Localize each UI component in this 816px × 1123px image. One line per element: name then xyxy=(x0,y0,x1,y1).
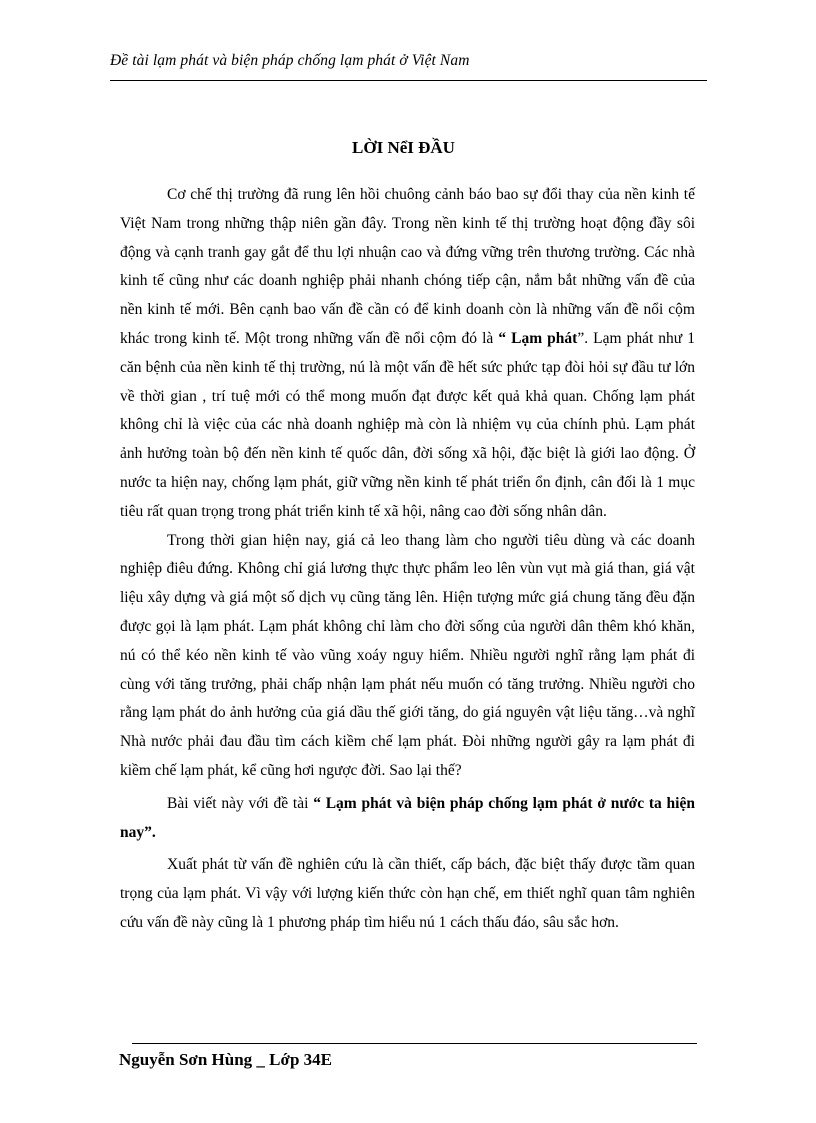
paragraph-3 xyxy=(120,790,695,848)
paragraph-1-text-a: Cơ chế thị trường đã rung lên hồi chuông cảnh báo bao sự đổi thay của nền kinh tế Việt Nam trong những thập niên gần đây. Trong nền kinh tế thị trường hoạt động đầy sôi động và cạnh tranh gay gắt để thu lợi nhuận cao và đứng vững trên thương trường. Các nhà kinh tế cũng như các doanh nghiệp phải nhanh chóng tiếp cận, nắm bắt những vấn đề của nền kinh tế mới. Bên cạnh bao vấn đề cần có để kinh doanh còn là những vấn đề nổi cộm khác trong kinh tế. Một trong những vấn đề nổi cộm đó là xyxy=(120,186,695,347)
footer-divider xyxy=(132,1043,697,1044)
paragraph-1-bold: “ Lạm phát xyxy=(498,329,578,347)
body-text xyxy=(120,181,695,938)
page-title: LỜI NểI ĐẦU xyxy=(352,138,455,157)
header-divider xyxy=(110,80,707,81)
paragraph-1 xyxy=(120,181,695,527)
running-footer: Nguyễn Sơn Hùng _ Lớp 34E xyxy=(119,1050,332,1069)
paragraph-1-text-b: ”. Lạm phát như 1 căn bệnh của nền kinh tế thị trường, nú là một vấn đề hết sức phức tạp đòi hỏi sự đầu tư lớn về thời gian , trí tuệ mới có thể mong muốn đạt được kết quả khả quan. Chống lạm phát không chỉ là việc của các nhà doanh nghiệp mà còn là nhiệm vụ của chính phủ. Lạm phát ảnh hưởng toàn bộ đến nền kinh tế quốc dân, đời sống xã hội, đặc biệt là giới lao động. Ở nước ta hiện nay, chống lạm phát, giữ vững nền kinh tế phát triển ổn định, cân đối là 1 mục tiêu rất quan trọng trong phát triển kinh tế xã hội, nâng cao đời sống nhân dân. xyxy=(120,329,696,520)
running-header: Đề tài lạm phát và biện pháp chống lạm phát ở Việt Nam xyxy=(110,52,470,69)
paragraph-2: Trong thời gian hiện nay, giá cả leo thang làm cho người tiêu dùng và các doanh nghiệp điêu đứng. Không chỉ giá lương thực thực phẩm leo lên vùn vụt mà giá than, giá vật liệu xây dựng và giá một số dịch vụ cũng tăng lên. Hiện tượng mức giá chung tăng đều đặn được gọi là lạm phát. Lạm phát không chỉ làm cho đời sống của người dân thêm khó khăn, nú có thể kéo nền kinh tế vào vũng xoáy nguy hiểm. Nhiều người nghĩ rằng lạm phát đi cùng với tăng trưởng, phải chấp nhận lạm phát nếu muốn có tăng trưởng. Nhiều người cho rằng lạm phát do ảnh hưởng của giá dầu thế giới tăng, do giá nguyên vật liệu tăng…và nghĩ Nhà nước phải đau đầu tìm cách kiềm chế lạm phát. Đòi những người gây ra lạm phát đi kiềm chế lạm phát, kể cũng hơi ngược đời. Sao lại thế? xyxy=(120,531,695,779)
paragraph-4: Xuất phát từ vấn đề nghiên cứu là cần thiết, cấp bách, đặc biệt thấy được tầm quan trọng của lạm phát. Vì vậy với lượng kiến thức còn hạn chế, em thiết nghĩ quan tâm nghiên cứu vấn đề này cũng là 1 phương pháp tìm hiểu nú 1 cách thấu đáo, sâu sắc hơn. xyxy=(120,856,695,931)
paragraph-3-bold: “ Lạm phát và biện pháp chống lạm phát ở nước ta hiện nay”. xyxy=(120,794,695,841)
paragraph-3-text-a: Bài viết này với đề tài xyxy=(167,794,314,812)
